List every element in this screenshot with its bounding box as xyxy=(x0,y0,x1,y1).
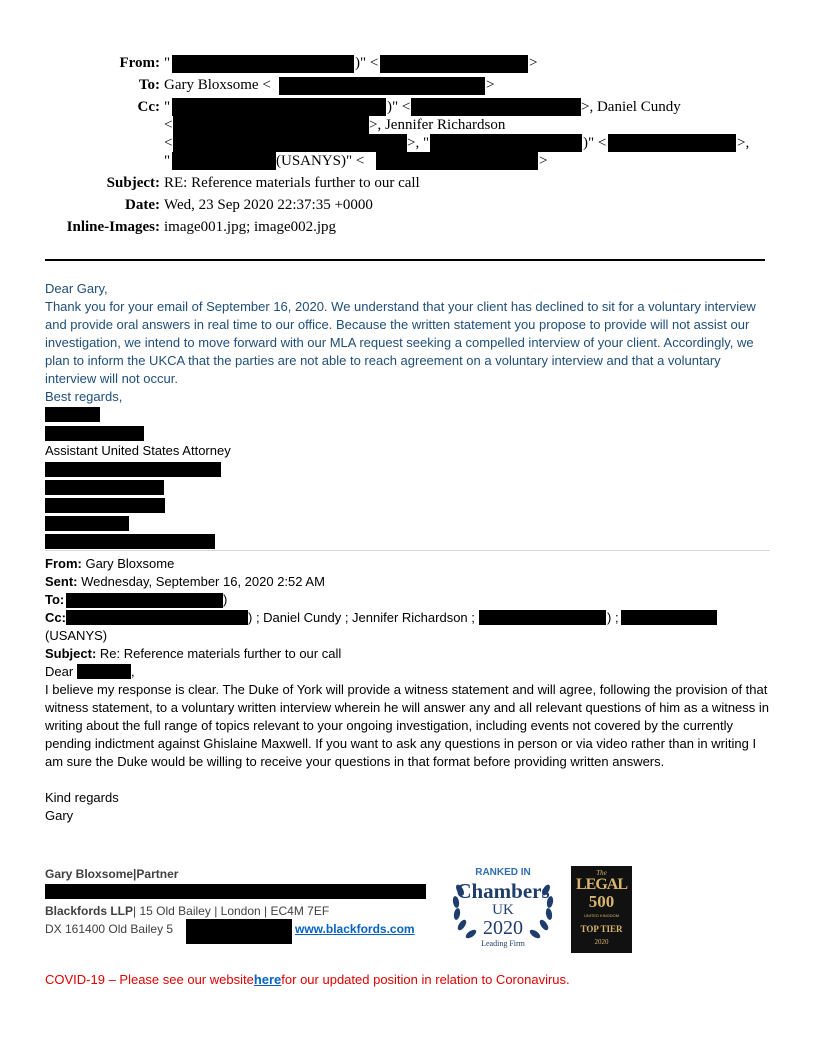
chambers-ranked: RANKED IN xyxy=(475,867,531,878)
reply-signature-title: Assistant United States Attorney xyxy=(45,443,231,458)
signature-address: | 15 Old Bailey | London | EC4M 7EF xyxy=(133,904,330,918)
redaction xyxy=(45,498,165,513)
signature-dx: DX 161400 Old Bailey 5 xyxy=(45,922,174,936)
chambers-year: 2020 xyxy=(483,917,523,939)
cc-line4-after: > xyxy=(539,153,548,169)
subject-label: Subject: xyxy=(106,175,160,191)
from-suffix: > xyxy=(529,55,538,71)
redaction xyxy=(45,534,215,549)
original-paragraph: I believe my response is clear. The Duke of York will provide a witness statement and will agree, following the provision of that witness statement, to a voluntary written interview wherein he will answer any and all relevant questions of him as a witness in writing about the full range of topics relevant to your ongoing investigation, including events not covered by the currently pending indictment against Ghislaine Maxwell. If you want to ask any questions in person or via video rather than in writing I am sure the Duke would be willing to receive your questions in that format before providing written answers. xyxy=(45,682,770,769)
original-sent xyxy=(45,573,325,591)
redaction xyxy=(45,480,164,495)
chambers-leading: Leading Firm xyxy=(481,939,525,948)
redaction xyxy=(186,919,292,944)
redaction xyxy=(66,610,248,625)
legal500-uk: UNITED KINGDOM xyxy=(583,913,620,918)
redaction xyxy=(608,134,736,152)
to-value: Gary Bloxsome < xyxy=(164,77,271,93)
original-from-label: From: xyxy=(45,556,82,571)
original-closing: Kind regards xyxy=(45,790,119,805)
redaction xyxy=(173,134,407,152)
from-label: From: xyxy=(119,55,160,71)
original-subject xyxy=(45,645,341,663)
redaction xyxy=(279,77,485,95)
legal500-the: The xyxy=(596,869,607,877)
original-to-label: To: xyxy=(45,592,65,607)
covid-suffix: for our updated position in relation to Coronavirus. xyxy=(281,972,570,987)
redaction xyxy=(45,426,144,441)
redaction xyxy=(376,152,538,170)
cc-line3-prefix: < xyxy=(164,135,173,151)
date-value: Wed, 23 Sep 2020 22:37:35 +0000 xyxy=(164,197,373,213)
inline-images-label: Inline-Images: xyxy=(66,219,160,235)
signature-name-title: Gary Bloxsome|Partner xyxy=(45,867,179,881)
redaction xyxy=(621,610,717,625)
redaction xyxy=(172,152,276,170)
to-label: To: xyxy=(138,77,160,93)
original-to xyxy=(45,591,64,609)
cc-after1: >, Daniel Cundy xyxy=(581,99,681,115)
cc-mid1: )" < xyxy=(387,99,411,115)
signature-firm: Blackfords LLP xyxy=(45,904,134,918)
from-prefix: " xyxy=(164,55,171,71)
legal500-year: 2020 xyxy=(594,938,609,946)
covid-here-link[interactable]: here xyxy=(253,972,282,987)
original-cc xyxy=(45,609,66,627)
cc-prefix: " xyxy=(164,99,171,115)
cc-line2-after: >, Jennifer Richardson xyxy=(369,117,506,133)
original-cc-mid2: ) ; xyxy=(607,610,619,625)
subject-value: RE: Reference materials further to our call xyxy=(164,175,420,191)
redaction xyxy=(45,407,100,422)
redaction xyxy=(380,55,528,73)
reply-body xyxy=(45,280,770,406)
chambers-name: Chambers xyxy=(456,879,550,903)
signature-address-line xyxy=(45,902,329,920)
from-mid: )" < xyxy=(355,55,379,71)
redaction xyxy=(45,884,426,899)
date-label: Date: xyxy=(125,197,160,213)
original-cc-line2: (USANYS) xyxy=(45,628,108,643)
redaction xyxy=(77,664,131,679)
redaction xyxy=(66,593,223,608)
cc-line4-mid: (USANYS)" < xyxy=(276,153,365,169)
original-greeting-suffix: , xyxy=(131,664,135,679)
original-to-after: ) xyxy=(223,592,228,607)
cc-line3-mid2: )" < xyxy=(583,135,607,151)
chambers-logo xyxy=(448,862,558,954)
original-sent-label: Sent: xyxy=(45,574,78,589)
legal500-legal: LEGAL xyxy=(575,876,627,893)
legal500-number: 500 xyxy=(588,892,615,911)
redaction xyxy=(172,55,354,73)
inline-images-value: image001.jpg; image002.jpg xyxy=(164,219,337,235)
cc-line3-mid: >, " xyxy=(407,135,430,151)
original-subject-value: Re: Reference materials further to our call xyxy=(96,646,342,661)
original-signoff: Gary xyxy=(45,808,74,823)
to-suffix: > xyxy=(486,77,495,93)
reply-paragraph: Thank you for your email of September 16, 2020. We understand that your client has declined to sit for a voluntary interview and provide oral answers in real time to our office. Because the written statement you propose to provide will not assist our investigation, we intend to move forward with our MLA request seeking a compelled interview of your client. Accordingly, we plan to inform the UKCA that the parties are not able to reach agreement on a voluntary interview and that a voluntary interview will not occur. xyxy=(45,299,756,386)
redaction xyxy=(430,134,582,152)
redaction xyxy=(173,116,369,134)
reply-closing: Best regards, xyxy=(45,389,123,404)
redaction xyxy=(172,98,386,116)
redaction xyxy=(411,98,581,116)
covid-prefix: COVID-19 – Please see our website xyxy=(45,972,254,987)
redaction xyxy=(479,610,606,625)
website-link[interactable]: www.blackfords.com xyxy=(295,922,415,936)
original-cc-mid: ) ; Daniel Cundy ; Jennifer Richardson ; xyxy=(248,610,475,625)
reply-greeting: Dear Gary, xyxy=(45,281,108,296)
cc-line3-after: >, xyxy=(737,135,750,151)
quote-divider xyxy=(45,550,770,551)
original-cc-label: Cc: xyxy=(45,610,66,625)
redaction xyxy=(45,462,221,477)
cc-line2-prefix: < xyxy=(164,117,173,133)
original-sent-value: Wednesday, September 16, 2020 2:52 AM xyxy=(77,574,325,589)
chambers-uk: UK xyxy=(492,902,514,918)
header-divider xyxy=(45,259,765,261)
original-from xyxy=(45,555,174,573)
cc-line4-prefix: " xyxy=(164,153,171,169)
original-from-value: Gary Bloxsome xyxy=(81,556,175,571)
original-greeting-prefix: Dear xyxy=(45,664,74,679)
cc-label: Cc: xyxy=(137,99,160,115)
covid-notice xyxy=(45,972,570,987)
original-subject-label: Subject: xyxy=(45,646,97,661)
redaction xyxy=(45,516,129,531)
legal500-tier: TOP TIER xyxy=(580,924,623,934)
legal500-logo xyxy=(571,866,632,953)
